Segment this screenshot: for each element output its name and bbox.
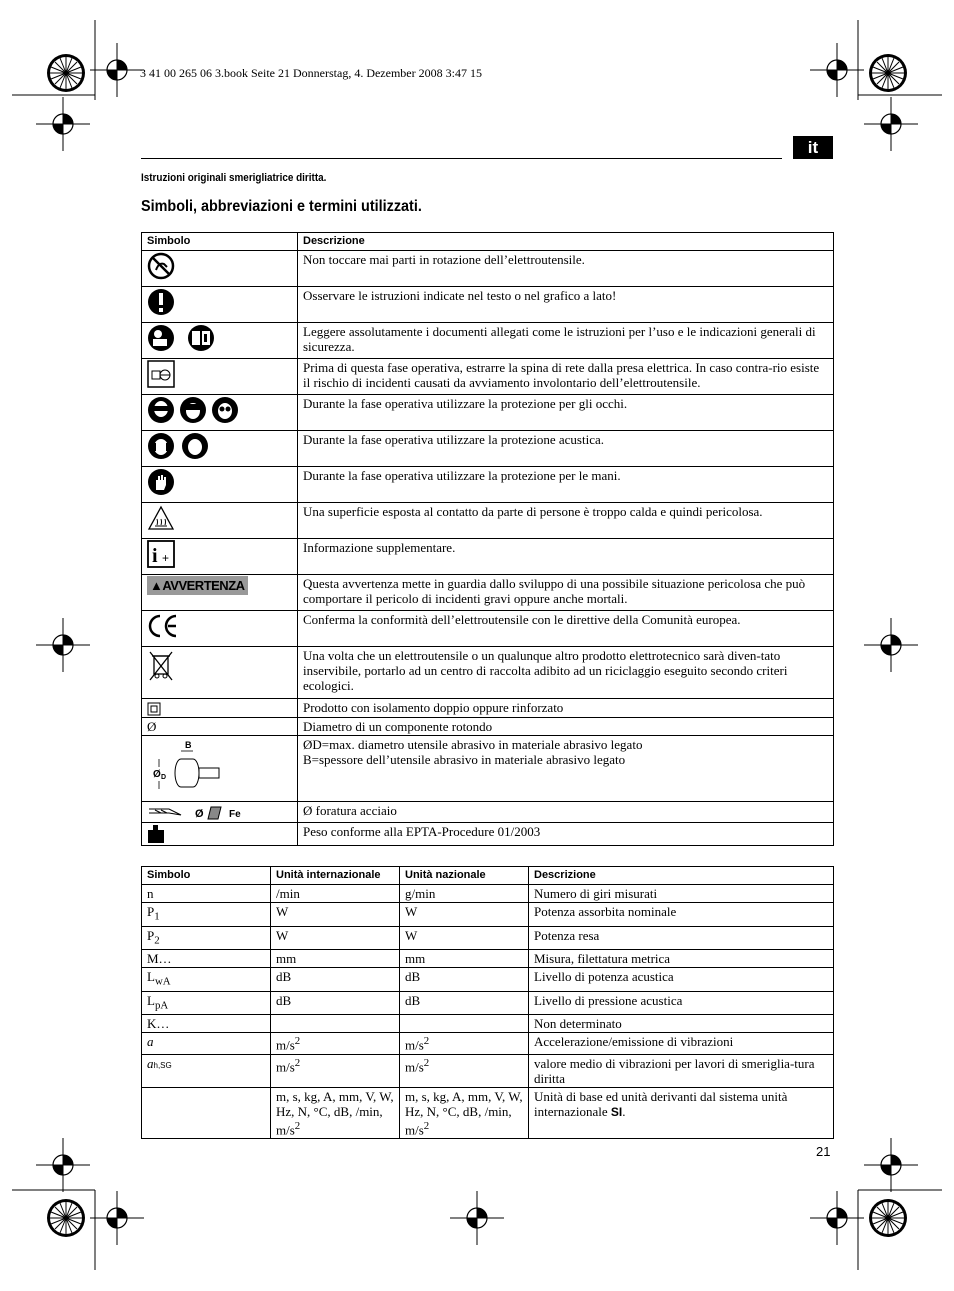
table-row <box>142 647 834 699</box>
table-row <box>142 1033 834 1054</box>
intl-unit: m/s <box>276 1037 295 1053</box>
unit-symbol: n <box>147 886 154 901</box>
ear-protection-icon <box>147 432 209 460</box>
no-touch-rotating-icon <box>147 252 175 280</box>
hot-surface-icon <box>147 504 175 532</box>
table-row <box>142 823 834 846</box>
intl-unit: W <box>271 926 400 950</box>
eye-protection-icon <box>147 396 239 424</box>
symbol-description: Una superficie esposta al contatto da parte di persone è troppo calda e quindi pericolosa. <box>298 503 834 539</box>
symbol-description: Questa avvertenza mette in guardia dallo sviluppo di una possibile situazione pericolosa che può comportare il pericolo di incidenti gravi oppure anche mortali. <box>298 575 834 611</box>
table-row <box>142 503 834 539</box>
table-row <box>142 431 834 467</box>
table-row <box>142 539 834 575</box>
symbol-description-2: B=spessore dell’utensile abrasivo in materiale abrasivo legato <box>303 752 626 768</box>
symbol-description: Durante la fase operativa utilizzare la protezione acustica. <box>298 431 834 467</box>
unit-symbol: K… <box>147 1016 170 1032</box>
table-row <box>142 1087 834 1138</box>
info-plus-icon <box>147 540 175 568</box>
national-unit <box>400 1015 529 1033</box>
national-unit: m, s, kg, A, mm, V, W, Hz, N, °C, dB, /min, m/s <box>405 1088 523 1138</box>
symbol-description: Conferma la conformità dell’elettroutensile con le direttive della Comunità europea. <box>298 611 834 647</box>
table-row <box>142 251 834 287</box>
table-header-row <box>142 867 834 885</box>
symbol-description: Prodotto con isolamento doppio oppure rinforzato <box>298 699 834 718</box>
symbol-description: Peso conforme alla EPTA-Procedure 01/2003 <box>298 823 834 846</box>
symbol-description: ØD=max. diametro utensile abrasivo in materiale abrasivo legato <box>303 737 643 753</box>
national-unit: m/s <box>405 1059 424 1075</box>
national-unit: W <box>400 903 529 927</box>
column-header: Unità nazionale <box>400 867 529 885</box>
unplug-icon <box>147 360 175 388</box>
warning-triangle-icon: ▲ <box>150 578 163 593</box>
symbol-description: Una volta che un elettroutensile o un qualunque altro prodotto elettrotecnico sarà diven-tato inservibile, portarlo ad un centro di raccolta adibito ad un riciclaggio eseguito secondo criteri ecologici. <box>298 647 834 699</box>
unit-description: Misura, filettatura metrica <box>529 950 834 968</box>
table-row <box>142 287 834 323</box>
symbol-description: Durante la fase operativa utilizzare la protezione per gli occhi. <box>298 395 834 431</box>
header-rule <box>141 158 782 159</box>
warning-label: AVVERTENZA <box>162 578 245 593</box>
intl-unit-sup: 2 <box>294 1119 301 1132</box>
column-header: Descrizione <box>298 233 834 251</box>
drill-fe-label: Fe <box>229 809 241 821</box>
national-unit-sup: 2 <box>423 1119 430 1132</box>
table-row <box>142 699 834 718</box>
table-row <box>142 968 834 992</box>
intl-unit-sup: 2 <box>294 1035 301 1048</box>
symbol-description: Leggere assolutamente i documenti allegati come le istruzioni per l’uso e le indicazioni generali di sicurezza. <box>298 323 834 359</box>
intl-unit: dB <box>271 991 400 1015</box>
document-subtitle: Istruzioni originali smerigliatrice diritta. <box>141 172 327 184</box>
intl-unit: mm <box>271 950 400 968</box>
units-table <box>141 866 834 1139</box>
intl-unit: W <box>271 903 400 927</box>
table-row <box>142 718 834 736</box>
unit-description: Unità di base ed unità derivanti dal sistema unità internazionale <box>534 1088 788 1119</box>
unit-description: Livello di pressione acustica <box>529 991 834 1015</box>
symbol-description: Osservare le istruzioni indicate nel testo o nel grafico a lato! <box>298 287 834 323</box>
symbol-description: Ø foratura acciaio <box>298 802 834 823</box>
hand-protection-icon <box>147 468 175 496</box>
table-row <box>142 395 834 431</box>
unit-description: Non determinato <box>529 1015 834 1033</box>
national-unit: W <box>400 926 529 950</box>
intl-unit <box>271 1015 400 1033</box>
unit-symbol: L <box>147 969 155 985</box>
weight-icon <box>147 824 165 844</box>
national-unit-sup: 2 <box>423 1035 430 1048</box>
page-number: 21 <box>816 1144 831 1159</box>
diagram-label-b: B <box>185 740 192 751</box>
intl-unit-sup: 2 <box>294 1056 301 1069</box>
table-header-row <box>142 233 834 251</box>
symbol-description: Diametro di un componente rotondo <box>298 718 834 736</box>
exclamation-icon <box>147 288 175 316</box>
intl-unit: m, s, kg, A, mm, V, W, Hz, N, °C, dB, /min, m/s <box>276 1088 394 1138</box>
ce-mark-icon <box>147 612 179 640</box>
unit-description: Livello di potenza acustica <box>529 968 834 992</box>
table-row <box>142 1054 834 1087</box>
unit-symbol-sub: 2 <box>154 934 160 947</box>
si-abbreviation: SI <box>610 1104 623 1119</box>
diagram-label-od-sub: D <box>161 774 167 782</box>
unit-symbol-sub: pA <box>154 999 169 1012</box>
unit-description: valore medio di vibrazioni per lavori di smeriglia-tura diritta <box>529 1054 834 1087</box>
intl-unit: m/s <box>276 1059 295 1075</box>
column-header: Simbolo <box>142 233 298 251</box>
table-row <box>142 802 834 823</box>
national-unit: g/min <box>400 885 529 903</box>
unit-description: Accelerazione/emissione di vibrazioni <box>529 1033 834 1054</box>
table-row <box>142 611 834 647</box>
table-row <box>142 903 834 927</box>
table-row <box>142 467 834 503</box>
unit-symbol: L <box>147 992 155 1008</box>
table-row <box>142 950 834 968</box>
symbols-table <box>141 232 834 846</box>
svg-text:+: + <box>162 551 170 565</box>
unit-symbol-sub: h,SG <box>153 1060 172 1070</box>
drill-steel-icon <box>147 803 247 821</box>
national-unit: m/s <box>405 1037 424 1053</box>
table-row <box>142 359 834 395</box>
diagram-label-od: Ø <box>153 769 161 781</box>
warning-badge <box>147 576 248 595</box>
unit-symbol: P <box>147 927 155 943</box>
intl-unit: dB <box>271 968 400 992</box>
drill-diameter-label: Ø <box>195 808 204 821</box>
symbol-description: Durante la fase operativa utilizzare la protezione per le mani. <box>298 467 834 503</box>
read-manual-icon <box>147 324 215 352</box>
national-unit: dB <box>400 968 529 992</box>
unit-symbol: a <box>147 1055 154 1071</box>
svg-text:i: i <box>152 545 158 567</box>
unit-symbol-sub: 1 <box>154 910 160 923</box>
unit-symbol: M… <box>147 951 172 967</box>
national-unit-sup: 2 <box>423 1056 430 1069</box>
language-tab: it <box>793 136 833 159</box>
table-row <box>142 885 834 903</box>
section-title: Simboli, abbreviazioni e termini utilizzati. <box>141 198 422 215</box>
unit-description: Potenza assorbita nominale <box>529 903 834 927</box>
symbol-description: Informazione supplementare. <box>298 539 834 575</box>
symbol-description: Prima di questa fase operativa, estrarre la spina di rete dalla presa elettrica. In caso contra-rio esiste il rischio di incidenti causati da avviamento involontario dell’elettroutensile. <box>298 359 834 395</box>
unit-description-end: . <box>622 1103 626 1119</box>
grinding-wheel-diagram-icon <box>147 737 227 797</box>
file-info-line: 3 41 00 265 06 3.book Seite 21 Donnerstag, 4. Dezember 2008 3:47 15 <box>140 66 482 80</box>
unit-description: Potenza resa <box>529 926 834 950</box>
double-insulation-icon <box>147 702 161 716</box>
table-row <box>142 1015 834 1033</box>
table-row <box>142 323 834 359</box>
table-row <box>142 991 834 1015</box>
national-unit: dB <box>400 991 529 1015</box>
table-row <box>142 736 834 802</box>
table-row <box>142 926 834 950</box>
weee-bin-icon <box>147 648 175 682</box>
diameter-symbol: Ø <box>142 718 298 736</box>
unit-description: Numero di giri misurati <box>529 885 834 903</box>
column-header: Simbolo <box>142 867 271 885</box>
symbol-description: Non toccare mai parti in rotazione dell’elettroutensile. <box>298 251 834 287</box>
table-row <box>142 575 834 611</box>
unit-symbol: a <box>147 1034 154 1050</box>
national-unit: mm <box>400 950 529 968</box>
column-header: Unità internazionale <box>271 867 400 885</box>
unit-symbol-sub: wA <box>154 975 171 988</box>
column-header: Descrizione <box>529 867 834 885</box>
unit-symbol: P <box>147 904 155 919</box>
intl-unit: /min <box>271 885 400 903</box>
